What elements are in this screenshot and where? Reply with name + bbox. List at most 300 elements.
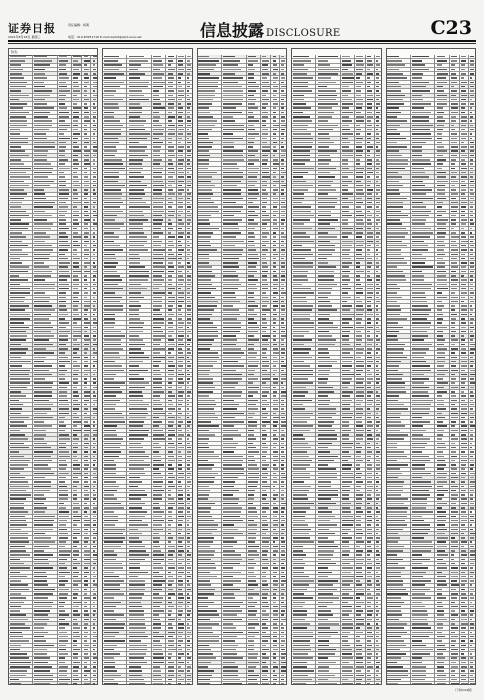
cell-text-mark bbox=[281, 288, 284, 290]
cell-text-mark bbox=[248, 159, 259, 161]
cell-text-mark bbox=[281, 228, 284, 230]
cell-text-mark bbox=[356, 507, 361, 509]
cell-text-mark bbox=[273, 232, 276, 234]
cell-text-mark bbox=[437, 112, 445, 114]
cell-text-mark bbox=[367, 473, 372, 475]
cell-text-mark bbox=[104, 438, 123, 440]
cell-text-mark bbox=[178, 150, 183, 152]
cell-text-mark bbox=[342, 254, 349, 256]
cell-text-mark bbox=[223, 443, 238, 445]
cell-text-mark bbox=[293, 211, 312, 213]
cell-text-mark bbox=[34, 516, 55, 518]
cell-text-mark bbox=[367, 82, 371, 84]
cell-text-mark bbox=[376, 572, 378, 574]
cell-text-mark bbox=[281, 404, 284, 406]
cell-text-mark bbox=[84, 90, 87, 92]
cell-text-mark bbox=[293, 344, 305, 346]
cell-text-mark bbox=[59, 584, 65, 586]
cell-text-mark bbox=[281, 198, 285, 200]
cell-text-mark bbox=[73, 254, 77, 256]
cell-text-mark bbox=[93, 112, 96, 114]
cell-text-mark bbox=[178, 305, 181, 307]
cell-text-mark bbox=[104, 468, 116, 470]
cell-text-mark bbox=[10, 404, 24, 406]
cell-text-mark bbox=[93, 348, 95, 350]
cell-text-mark bbox=[198, 327, 217, 329]
cell-text-mark bbox=[198, 107, 208, 109]
cell-text-mark bbox=[93, 279, 96, 281]
cell-text-mark bbox=[59, 580, 68, 582]
cell-text-mark bbox=[318, 228, 335, 230]
cell-text-mark bbox=[84, 357, 89, 359]
cell-text-mark bbox=[93, 142, 97, 144]
cell-text-mark bbox=[59, 498, 68, 500]
cell-text-mark bbox=[356, 254, 361, 256]
cell-text-mark bbox=[223, 529, 238, 531]
cell-text-mark bbox=[178, 331, 183, 333]
cell-text-mark bbox=[342, 163, 348, 165]
cell-text-mark bbox=[223, 348, 241, 350]
cell-text-mark bbox=[273, 404, 278, 406]
cell-text-mark bbox=[73, 486, 77, 488]
cell-text-mark bbox=[187, 322, 191, 324]
cell-text-mark bbox=[104, 374, 116, 376]
cell-text-mark bbox=[342, 138, 348, 140]
cell-text-mark bbox=[187, 301, 191, 303]
cell-text-mark bbox=[10, 69, 24, 71]
cell-text-mark bbox=[129, 249, 149, 251]
cell-text-mark bbox=[376, 451, 380, 453]
cell-text-mark bbox=[223, 150, 243, 152]
cell-text-mark bbox=[273, 503, 277, 505]
cell-text-mark bbox=[273, 572, 277, 574]
cell-text-mark bbox=[59, 468, 66, 470]
cell-text-mark bbox=[262, 266, 268, 268]
cell-text-mark bbox=[356, 236, 362, 238]
cell-text-mark bbox=[10, 391, 22, 393]
cell-text-mark bbox=[451, 77, 458, 79]
cell-text-mark bbox=[73, 657, 77, 659]
cell-text-mark bbox=[73, 494, 77, 496]
cell-text-mark bbox=[376, 675, 378, 677]
cell-text-mark bbox=[34, 408, 51, 410]
cell-text-mark bbox=[73, 597, 77, 599]
cell-text-mark bbox=[93, 584, 97, 586]
cell-text-mark bbox=[223, 546, 233, 548]
cell-text-mark bbox=[153, 382, 161, 384]
cell-text-mark bbox=[153, 477, 162, 479]
cell-text-mark bbox=[187, 481, 191, 483]
cell-text-mark bbox=[168, 456, 175, 458]
cell-text-mark bbox=[293, 567, 305, 569]
cell-text-mark bbox=[281, 254, 284, 256]
cell-text-mark bbox=[461, 90, 466, 92]
cell-text-mark bbox=[198, 619, 210, 621]
cell-text-mark bbox=[281, 211, 285, 213]
cell-text-mark bbox=[470, 112, 472, 114]
cell-text-mark bbox=[187, 275, 191, 277]
cell-text-mark bbox=[153, 516, 162, 518]
cell-text-mark bbox=[262, 382, 267, 384]
cell-text-mark bbox=[153, 537, 160, 539]
cell-text-mark bbox=[318, 245, 335, 247]
cell-text-mark bbox=[248, 211, 255, 213]
cell-text-mark bbox=[356, 348, 363, 350]
cell-text-mark bbox=[293, 657, 313, 659]
cell-text-mark bbox=[59, 473, 69, 475]
cell-text-mark bbox=[318, 507, 329, 509]
cell-text-mark bbox=[356, 490, 360, 492]
cell-text-mark bbox=[281, 185, 285, 187]
cell-text-mark bbox=[281, 275, 285, 277]
cell-text-mark bbox=[367, 645, 372, 647]
cell-text-mark bbox=[376, 365, 378, 367]
cell-text-mark bbox=[262, 653, 266, 655]
cell-text-mark bbox=[198, 468, 211, 470]
cell-text-mark bbox=[34, 421, 44, 423]
cell-text-mark bbox=[376, 636, 380, 638]
cell-text-mark bbox=[281, 653, 285, 655]
cell-text-mark bbox=[93, 352, 97, 354]
cell-text-mark bbox=[273, 533, 278, 535]
cell-text-mark bbox=[281, 589, 285, 591]
cell-text-mark bbox=[153, 120, 158, 122]
cell-text-mark bbox=[153, 198, 163, 200]
cell-text-mark bbox=[168, 120, 173, 122]
cell-text-mark bbox=[367, 176, 370, 178]
cell-text-mark bbox=[461, 64, 465, 66]
cell-text-mark bbox=[248, 301, 255, 303]
cell-text-mark bbox=[281, 477, 285, 479]
cell-text-mark bbox=[376, 236, 379, 238]
cell-text-mark bbox=[262, 258, 266, 260]
cell-text-mark bbox=[342, 520, 353, 522]
cell-text-mark bbox=[34, 99, 45, 101]
cell-text-mark bbox=[153, 357, 164, 359]
cell-text-mark bbox=[73, 490, 77, 492]
cell-text-mark bbox=[104, 378, 114, 380]
cell-text-mark bbox=[356, 305, 363, 307]
cell-text-mark bbox=[187, 438, 189, 440]
cell-text-mark bbox=[10, 365, 22, 367]
cell-text-mark bbox=[318, 468, 337, 470]
cell-text-mark bbox=[273, 614, 278, 616]
cell-text-mark bbox=[73, 636, 80, 638]
cell-text-mark bbox=[10, 425, 27, 427]
cell-text-mark bbox=[376, 460, 380, 462]
cell-text-mark bbox=[387, 64, 404, 66]
cell-text-mark bbox=[342, 490, 350, 492]
cell-text-mark bbox=[198, 645, 209, 647]
cell-text-mark bbox=[178, 546, 183, 548]
cell-text-mark bbox=[73, 155, 78, 157]
cell-text-mark bbox=[273, 228, 278, 230]
cell-text-mark bbox=[59, 90, 70, 92]
cell-text-mark bbox=[248, 425, 257, 427]
cell-text-mark bbox=[273, 365, 276, 367]
cell-text-mark bbox=[104, 597, 114, 599]
cell-text-mark bbox=[34, 572, 46, 574]
cell-text-mark bbox=[84, 404, 87, 406]
cell-text-mark bbox=[273, 284, 278, 286]
cell-text-mark bbox=[318, 215, 331, 217]
cell-text-mark bbox=[93, 301, 97, 303]
cell-text-mark bbox=[59, 481, 65, 483]
cell-text-mark bbox=[248, 297, 254, 299]
cell-text-mark bbox=[93, 219, 95, 221]
cell-text-mark bbox=[273, 486, 276, 488]
cell-text-mark bbox=[248, 352, 258, 354]
cell-text-mark bbox=[73, 318, 80, 320]
cell-text-mark bbox=[10, 206, 21, 208]
cell-text-mark bbox=[248, 288, 257, 290]
cell-text-mark bbox=[342, 348, 353, 350]
cell-text-mark bbox=[223, 335, 236, 337]
cell-text-mark bbox=[178, 477, 184, 479]
cell-text-mark bbox=[168, 391, 172, 393]
cell-text-mark bbox=[273, 223, 277, 225]
cell-text-mark bbox=[356, 516, 361, 518]
cell-text-mark bbox=[168, 494, 172, 496]
cell-text-mark bbox=[318, 339, 337, 341]
cell-text-mark bbox=[104, 64, 123, 66]
cell-text-mark bbox=[356, 662, 362, 664]
cell-text-mark bbox=[367, 370, 370, 372]
cell-text-mark bbox=[318, 533, 336, 535]
cell-text-mark bbox=[342, 464, 352, 466]
cell-text-mark bbox=[223, 107, 236, 109]
cell-text-mark bbox=[342, 155, 353, 157]
cell-text-mark bbox=[376, 159, 379, 161]
cell-text-mark bbox=[187, 335, 189, 337]
cell-text-mark bbox=[10, 589, 30, 591]
cell-text-mark bbox=[376, 107, 378, 109]
cell-text-mark bbox=[168, 150, 174, 152]
cell-text-mark bbox=[187, 370, 189, 372]
cell-text-mark bbox=[73, 550, 78, 552]
cell-text-mark bbox=[84, 82, 89, 84]
cell-text-mark bbox=[84, 60, 90, 62]
cell-text-mark bbox=[198, 490, 209, 492]
cell-text-mark bbox=[10, 490, 27, 492]
cell-text-mark bbox=[84, 421, 88, 423]
cell-text-mark bbox=[84, 434, 90, 436]
cell-text-mark bbox=[412, 107, 424, 109]
cell-text-mark bbox=[342, 95, 348, 97]
cell-text-mark bbox=[367, 236, 373, 238]
cell-text-mark bbox=[73, 516, 81, 518]
cell-text-mark bbox=[223, 614, 237, 616]
cell-text-mark bbox=[412, 90, 430, 92]
cell-text-mark bbox=[168, 223, 173, 225]
cell-text-mark bbox=[168, 649, 176, 651]
cell-text-mark bbox=[104, 481, 117, 483]
cell-text-mark bbox=[342, 443, 353, 445]
cell-text-mark bbox=[34, 550, 44, 552]
cell-text-mark bbox=[153, 649, 161, 651]
cell-text-mark bbox=[59, 172, 64, 174]
cell-text-mark bbox=[223, 138, 243, 140]
cell-text-mark bbox=[376, 219, 380, 221]
cell-text-mark bbox=[34, 271, 52, 273]
cell-text-mark bbox=[376, 498, 379, 500]
cell-text-mark bbox=[367, 632, 372, 634]
cell-text-mark bbox=[34, 120, 51, 122]
cell-text-mark bbox=[34, 348, 46, 350]
cell-text-mark bbox=[318, 580, 339, 582]
cell-text-mark bbox=[104, 335, 125, 337]
cell-text-mark bbox=[178, 614, 182, 616]
cell-text-mark bbox=[93, 266, 96, 268]
cell-text-mark bbox=[248, 322, 257, 324]
cell-text-mark bbox=[262, 627, 268, 629]
cell-text-mark bbox=[293, 107, 312, 109]
cell-text-mark bbox=[273, 370, 277, 372]
cell-text-mark bbox=[187, 486, 190, 488]
cell-text-mark bbox=[262, 408, 266, 410]
cell-text-mark bbox=[248, 357, 256, 359]
cell-text-mark bbox=[10, 584, 28, 586]
cell-text-mark bbox=[273, 344, 278, 346]
cell-text-mark bbox=[412, 133, 431, 135]
cell-text-mark bbox=[73, 425, 77, 427]
cell-text-mark bbox=[273, 202, 279, 204]
cell-text-mark bbox=[187, 69, 191, 71]
cell-text-mark bbox=[93, 666, 96, 668]
cell-text-mark bbox=[168, 520, 173, 522]
cell-text-mark bbox=[34, 125, 52, 127]
cell-text-mark bbox=[437, 73, 448, 75]
cell-text-mark bbox=[376, 142, 380, 144]
cell-text-mark bbox=[342, 503, 351, 505]
cell-text-mark bbox=[178, 99, 182, 101]
cell-text-mark bbox=[153, 670, 161, 672]
cell-text-mark bbox=[262, 593, 268, 595]
cell-text-mark bbox=[10, 112, 30, 114]
cell-text-mark bbox=[104, 541, 123, 543]
cell-text-mark bbox=[293, 679, 312, 681]
cell-text-mark bbox=[198, 400, 214, 402]
cell-text-mark bbox=[356, 262, 360, 264]
cell-text-mark bbox=[129, 541, 142, 543]
cell-text-mark bbox=[59, 318, 65, 320]
cell-text-mark bbox=[59, 494, 68, 496]
cell-text-mark bbox=[104, 133, 121, 135]
cell-text-mark bbox=[376, 370, 379, 372]
cell-text-mark bbox=[262, 503, 269, 505]
cell-text-mark bbox=[187, 361, 190, 363]
cell-text-mark bbox=[356, 155, 361, 157]
cell-text-mark bbox=[73, 64, 81, 66]
cell-text-mark bbox=[178, 494, 183, 496]
cell-text-mark bbox=[153, 490, 164, 492]
cell-text-mark bbox=[281, 339, 283, 341]
cell-text-mark bbox=[318, 314, 330, 316]
cell-text-mark bbox=[367, 284, 373, 286]
cell-text-mark bbox=[73, 168, 78, 170]
cell-text-mark bbox=[281, 636, 283, 638]
cell-text-mark bbox=[93, 395, 96, 397]
cell-text-mark bbox=[356, 559, 363, 561]
cell-text-mark bbox=[412, 95, 422, 97]
cell-text-mark bbox=[223, 430, 237, 432]
cell-text-mark bbox=[153, 112, 159, 114]
cell-text-mark bbox=[318, 133, 330, 135]
cell-text-mark bbox=[168, 503, 176, 505]
cell-text-mark bbox=[93, 159, 95, 161]
cell-text-mark bbox=[198, 550, 215, 552]
cell-text-mark bbox=[178, 425, 181, 427]
table-column-4 bbox=[291, 48, 381, 685]
cell-text-mark bbox=[34, 142, 55, 144]
cell-text-mark bbox=[367, 163, 372, 165]
cell-text-mark bbox=[281, 494, 283, 496]
cell-text-mark bbox=[273, 168, 277, 170]
cell-text-mark bbox=[153, 262, 162, 264]
cell-text-mark bbox=[187, 524, 189, 526]
cell-text-mark bbox=[451, 64, 455, 66]
cell-text-mark bbox=[281, 357, 283, 359]
cell-text-mark bbox=[342, 468, 351, 470]
cell-text-mark bbox=[73, 468, 80, 470]
cell-text-mark bbox=[73, 584, 78, 586]
cell-text-mark bbox=[293, 490, 309, 492]
cell-text-mark bbox=[223, 395, 241, 397]
cell-text-mark bbox=[10, 554, 31, 556]
cell-text-mark bbox=[293, 511, 306, 513]
cell-text-mark bbox=[104, 223, 124, 225]
cell-text-mark bbox=[376, 374, 379, 376]
cell-text-mark bbox=[59, 223, 66, 225]
cell-text-mark bbox=[104, 636, 115, 638]
cell-text-mark bbox=[367, 219, 371, 221]
cell-text-mark bbox=[168, 90, 174, 92]
cell-text-mark bbox=[367, 327, 373, 329]
cell-text-mark bbox=[376, 486, 379, 488]
cell-text-mark bbox=[84, 116, 89, 118]
cell-text-mark bbox=[178, 361, 182, 363]
cell-text-mark bbox=[129, 438, 145, 440]
cell-text-mark bbox=[34, 279, 45, 281]
cell-text-mark bbox=[273, 163, 279, 165]
cell-text-mark bbox=[168, 602, 172, 604]
cell-text-mark bbox=[34, 172, 52, 174]
cell-text-mark bbox=[84, 413, 87, 415]
cell-text-mark bbox=[73, 567, 77, 569]
cell-text-mark bbox=[84, 64, 88, 66]
cell-text-mark bbox=[367, 73, 373, 75]
cell-text-mark bbox=[223, 567, 233, 569]
cell-text-mark bbox=[84, 258, 88, 260]
cell-text-mark bbox=[178, 271, 182, 273]
cell-text-mark bbox=[356, 249, 361, 251]
cell-text-mark bbox=[59, 486, 67, 488]
cell-text-mark bbox=[367, 138, 371, 140]
cell-text-mark bbox=[153, 623, 160, 625]
cell-text-mark bbox=[104, 249, 123, 251]
cell-text-mark bbox=[10, 400, 20, 402]
cell-text-mark bbox=[318, 236, 337, 238]
cell-text-mark bbox=[168, 155, 175, 157]
cell-text-mark bbox=[178, 430, 182, 432]
cell-text-mark bbox=[129, 481, 142, 483]
cell-text-mark bbox=[178, 447, 184, 449]
cell-text-mark bbox=[356, 73, 361, 75]
cell-text-mark bbox=[281, 172, 285, 174]
cell-text-mark bbox=[248, 391, 258, 393]
cell-text-mark bbox=[187, 511, 190, 513]
cell-text-mark bbox=[73, 142, 77, 144]
